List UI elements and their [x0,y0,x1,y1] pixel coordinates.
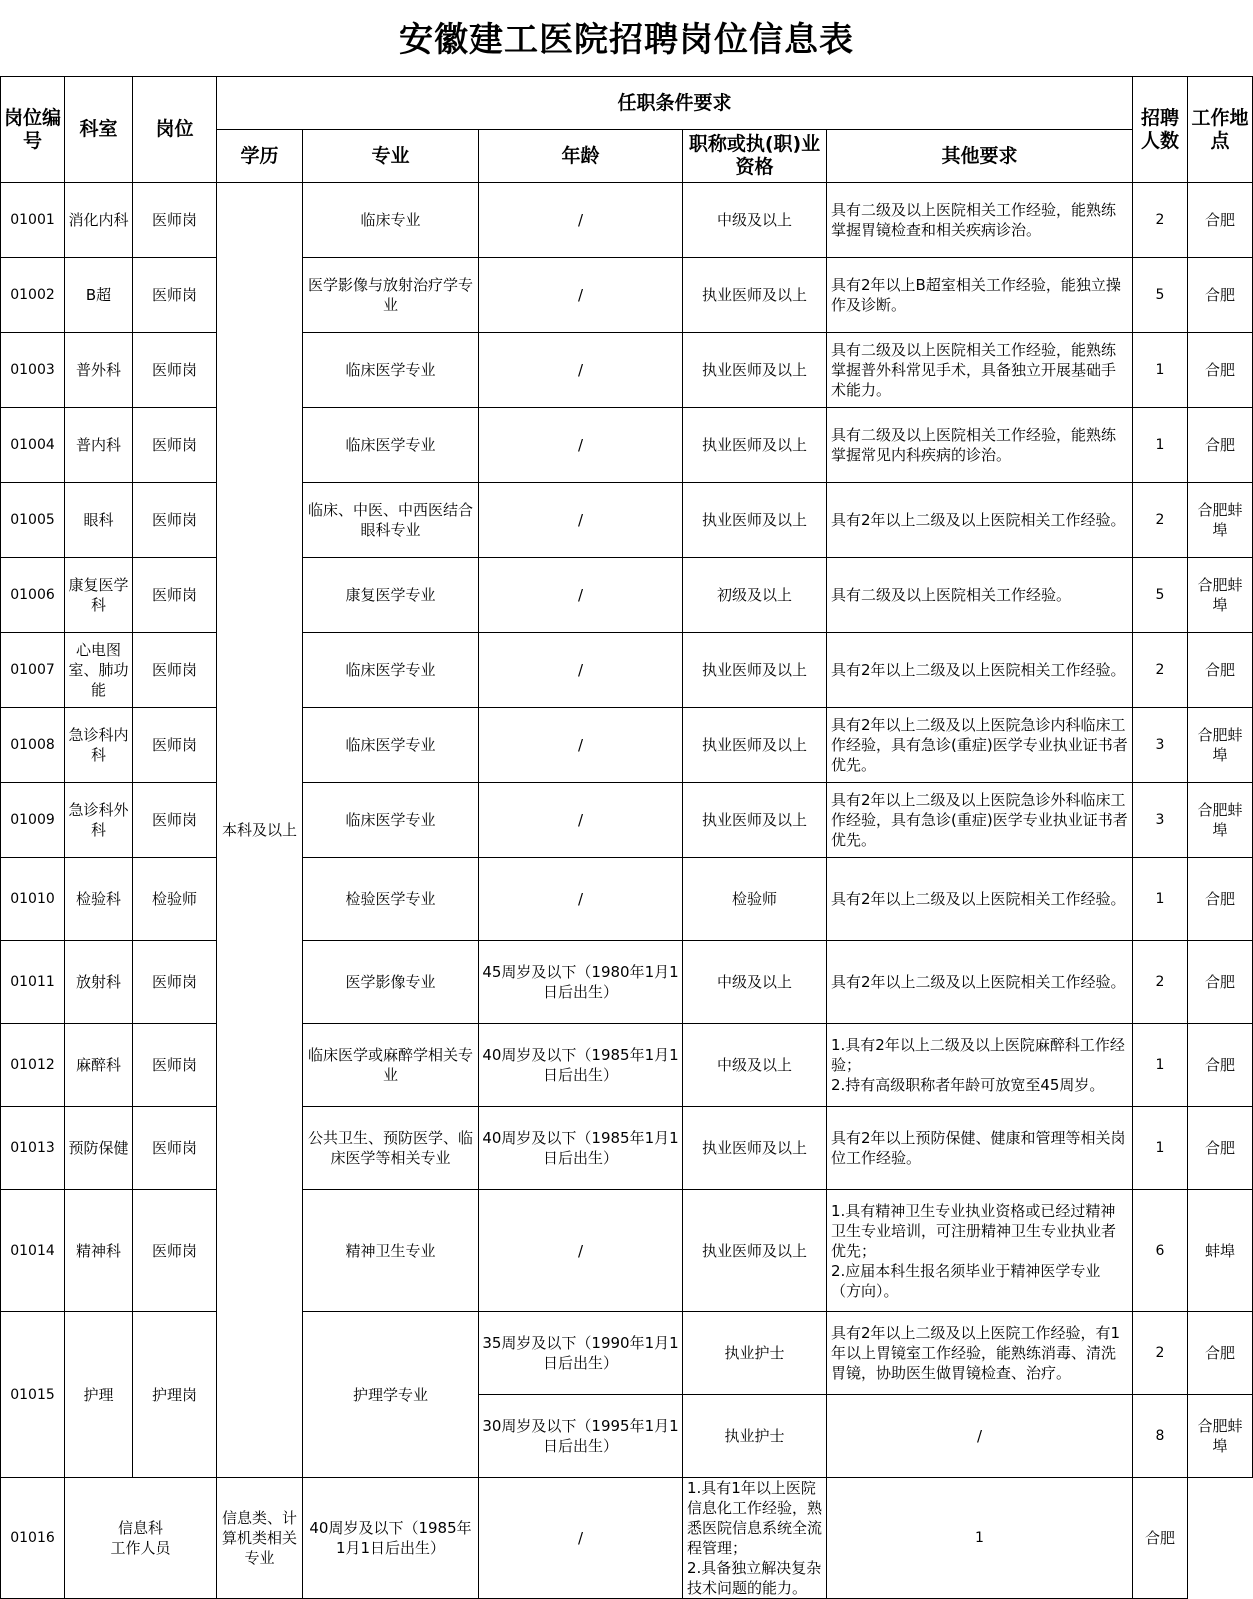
dept-cell: 预防保健 [65,1107,133,1190]
location-cell: 合肥 [1133,1478,1188,1599]
code-cell: 01004 [1,408,65,483]
code-cell: 01002 [1,258,65,333]
major-cell: 医学影像与放射治疗学专业 [303,258,479,333]
age-cell: / [479,558,683,633]
location-cell: 合肥 [1188,858,1253,941]
table-row [1,183,1253,258]
major-cell: 临床医学专业 [303,708,479,783]
major-cell: 临床医学专业 [303,408,479,483]
count-cell: 2 [1133,183,1188,258]
location-cell: 合肥 [1188,183,1253,258]
major-cell: 临床专业 [303,183,479,258]
count-cell: 2 [1133,633,1188,708]
header-position: 岗位 [133,77,217,183]
qualification-cell: 执业医师及以上 [683,1107,827,1190]
age-cell: / [479,183,683,258]
other-cell: 具有2年以上预防保健、健康和管理等相关岗位工作经验。 [827,1107,1133,1190]
header-qualification: 职称或执(职)业资格 [683,130,827,183]
location-cell: 合肥蚌埠 [1188,783,1253,858]
dept-cell: 信息科 工作人员 [65,1478,217,1599]
code-cell: 01013 [1,1107,65,1190]
table-row [1,783,1253,858]
other-cell: / [827,1395,1133,1478]
location-cell: 合肥 [1188,333,1253,408]
code-cell: 01001 [1,183,65,258]
count-cell: 1 [1133,333,1188,408]
dept-cell: 普内科 [65,408,133,483]
header-other: 其他要求 [827,130,1133,183]
position-cell: 医师岗 [133,1024,217,1107]
position-cell: 医师岗 [133,258,217,333]
location-cell: 合肥 [1188,1312,1253,1395]
position-cell: 医师岗 [133,941,217,1024]
age-cell: / [479,783,683,858]
dept-cell: 麻醉科 [65,1024,133,1107]
dept-cell: B超 [65,258,133,333]
count-cell: 3 [1133,708,1188,783]
count-cell: 6 [1133,1190,1188,1312]
qualification-cell: 检验师 [683,858,827,941]
header-education: 学历 [217,130,303,183]
major-cell: 护理学专业 [303,1312,479,1478]
table-row [1,1478,1253,1599]
qualification-cell: 中级及以上 [683,1024,827,1107]
qualification-cell: 中级及以上 [683,941,827,1024]
major-cell: 临床、中医、中西医结合眼科专业 [303,483,479,558]
header-code: 岗位编号 [1,77,65,183]
other-cell: 具有2年以上二级及以上医院急诊外科临床工作经验，具有急诊(重症)医学专业执业证书者优先。 [827,783,1133,858]
other-cell: 具有2年以上二级及以上医院相关工作经验。 [827,858,1133,941]
location-cell: 合肥 [1188,1107,1253,1190]
position-cell: 医师岗 [133,1107,217,1190]
table-row [1,941,1253,1024]
age-cell: 40周岁及以下（1985年1月1日后出生） [479,1107,683,1190]
location-cell: 合肥蚌埠 [1188,1395,1253,1478]
other-cell: 具有2年以上二级及以上医院工作经验，有1年以上胃镜室工作经验，能熟练消毒、清洗胃镜，协助医生做胃镜检查、治疗。 [827,1312,1133,1395]
position-cell: 医师岗 [133,1190,217,1312]
age-cell: 40周岁及以下（1985年1月1日后出生） [479,1024,683,1107]
other-cell: 1.具有1年以上医院信息化工作经验，熟悉医院信息系统全流程管理； 2.具备独立解决复杂技术问题的能力。 [683,1478,827,1599]
major-cell: 临床医学专业 [303,783,479,858]
position-cell: 护理岗 [133,1312,217,1478]
other-cell: 具有2年以上二级及以上医院急诊内科临床工作经验，具有急诊(重症)医学专业执业证书者优先。 [827,708,1133,783]
header-dept: 科室 [65,77,133,183]
age-cell: 30周岁及以下（1995年1月1日后出生） [479,1395,683,1478]
major-cell: 临床医学专业 [303,633,479,708]
other-cell: 1.具有精神卫生专业执业资格或已经过精神卫生专业培训，可注册精神卫生专业执业者优先； 2.应届本科生报名须毕业于精神医学专业（方向）。 [827,1190,1133,1312]
qualification-cell: 执业医师及以上 [683,633,827,708]
age-cell: / [479,708,683,783]
position-cell: 医师岗 [133,333,217,408]
code-cell: 01008 [1,708,65,783]
other-cell: 具有二级及以上医院相关工作经验，能熟练掌握常见内科疾病的诊治。 [827,408,1133,483]
other-cell: 1.具有2年以上二级及以上医院麻醉科工作经验； 2.持有高级职称者年龄可放宽至45周岁。 [827,1024,1133,1107]
count-cell: 1 [827,1478,1133,1599]
table-row [1,858,1253,941]
position-cell: 医师岗 [133,708,217,783]
age-cell: / [479,258,683,333]
position-cell: 检验师 [133,858,217,941]
count-cell: 1 [1133,1024,1188,1107]
major-cell: 医学影像专业 [303,941,479,1024]
qualification-cell: 中级及以上 [683,183,827,258]
header-count: 招聘人数 [1133,77,1188,183]
count-cell: 3 [1133,783,1188,858]
dept-cell: 眼科 [65,483,133,558]
code-cell: 01006 [1,558,65,633]
position-cell: 医师岗 [133,183,217,258]
other-cell: 具有二级及以上医院相关工作经验。 [827,558,1133,633]
age-cell: / [479,483,683,558]
location-cell: 合肥 [1188,408,1253,483]
table-row [1,708,1253,783]
location-cell: 合肥 [1188,941,1253,1024]
code-cell: 01014 [1,1190,65,1312]
position-cell: 医师岗 [133,633,217,708]
location-cell: 合肥 [1188,258,1253,333]
location-cell: 合肥 [1188,1024,1253,1107]
age-cell: / [479,858,683,941]
age-cell: / [479,1190,683,1312]
table-row [1,483,1253,558]
table-row [1,1312,1253,1395]
page-title: 安徽建工医院招聘岗位信息表 [399,20,854,60]
age-cell: 40周岁及以下（1985年1月1日后出生） [303,1478,479,1599]
header-major: 专业 [303,130,479,183]
location-cell: 合肥蚌埠 [1188,708,1253,783]
code-cell: 01011 [1,941,65,1024]
position-cell: 医师岗 [133,783,217,858]
table-row [1,258,1253,333]
major-cell: 公共卫生、预防医学、临床医学等相关专业 [303,1107,479,1190]
count-cell: 1 [1133,408,1188,483]
other-cell: 具有二级及以上医院相关工作经验，能熟练掌握普外科常见手术，具备独立开展基础手术能力。 [827,333,1133,408]
dept-cell: 普外科 [65,333,133,408]
location-cell: 合肥蚌埠 [1188,483,1253,558]
code-cell: 01016 [1,1478,65,1599]
count-cell: 5 [1133,258,1188,333]
other-cell: 具有二级及以上医院相关工作经验，能熟练掌握胃镜检查和相关疾病诊治。 [827,183,1133,258]
dept-cell: 精神科 [65,1190,133,1312]
age-cell: 35周岁及以下（1990年1月1日后出生） [479,1312,683,1395]
qualification-cell: 执业医师及以上 [683,333,827,408]
table-row [1,408,1253,483]
count-cell: 8 [1133,1395,1188,1478]
position-cell: 医师岗 [133,483,217,558]
qualification-cell: 执业医师及以上 [683,708,827,783]
other-cell: 具有2年以上二级及以上医院相关工作经验。 [827,633,1133,708]
table-row [1,633,1253,708]
code-cell: 01012 [1,1024,65,1107]
dept-cell: 急诊科内科 [65,708,133,783]
table-row [1,1107,1253,1190]
table-row [1,1024,1253,1107]
count-cell: 1 [1133,1107,1188,1190]
count-cell: 2 [1133,941,1188,1024]
location-cell: 合肥 [1188,633,1253,708]
qualification-cell: 执业护士 [683,1312,827,1395]
code-cell: 01009 [1,783,65,858]
major-cell: 精神卫生专业 [303,1190,479,1312]
count-cell: 1 [1133,858,1188,941]
code-cell: 01007 [1,633,65,708]
code-cell: 01005 [1,483,65,558]
other-cell: 具有2年以上二级及以上医院相关工作经验。 [827,483,1133,558]
location-cell: 蚌埠 [1188,1190,1253,1312]
table-body [1,183,1253,1599]
qualification-cell: 初级及以上 [683,558,827,633]
other-cell: 具有2年以上B超室相关工作经验，能独立操作及诊断。 [827,258,1133,333]
qualification-cell: 执业医师及以上 [683,258,827,333]
count-cell: 2 [1133,1312,1188,1395]
count-cell: 2 [1133,483,1188,558]
table-row [1,1190,1253,1312]
header-requirements: 任职条件要求 [217,77,1133,130]
code-cell: 01003 [1,333,65,408]
qualification-cell: 执业医师及以上 [683,408,827,483]
location-cell: 合肥蚌埠 [1188,558,1253,633]
table-row [1,558,1253,633]
code-cell: 01015 [1,1312,65,1478]
qualification-cell: 执业医师及以上 [683,483,827,558]
age-cell: / [479,633,683,708]
position-cell: 医师岗 [133,408,217,483]
dept-cell: 消化内科 [65,183,133,258]
code-cell: 01010 [1,858,65,941]
major-cell: 康复医学专业 [303,558,479,633]
major-cell: 信息类、计算机类相关专业 [217,1478,303,1599]
table-row [1,333,1253,408]
major-cell: 临床医学或麻醉学相关专业 [303,1024,479,1107]
dept-cell: 心电图室、肺功能 [65,633,133,708]
qualification-cell: 执业护士 [683,1395,827,1478]
dept-cell: 康复医学科 [65,558,133,633]
major-cell: 检验医学专业 [303,858,479,941]
qualification-cell: 执业医师及以上 [683,1190,827,1312]
header-location: 工作地点 [1188,77,1253,183]
qualification-cell: 执业医师及以上 [683,783,827,858]
dept-cell: 放射科 [65,941,133,1024]
header-age: 年龄 [479,130,683,183]
age-cell: / [479,333,683,408]
age-cell: / [479,408,683,483]
dept-cell: 急诊科外科 [65,783,133,858]
qualification-cell: / [479,1478,683,1599]
age-cell: 45周岁及以下（1980年1月1日后出生） [479,941,683,1024]
other-cell: 具有2年以上二级及以上医院相关工作经验。 [827,941,1133,1024]
education-cell: 本科及以上 [217,183,303,1478]
position-cell: 医师岗 [133,558,217,633]
dept-cell: 检验科 [65,858,133,941]
dept-cell: 护理 [65,1312,133,1478]
count-cell: 5 [1133,558,1188,633]
recruitment-table [0,76,1253,1599]
major-cell: 临床医学专业 [303,333,479,408]
